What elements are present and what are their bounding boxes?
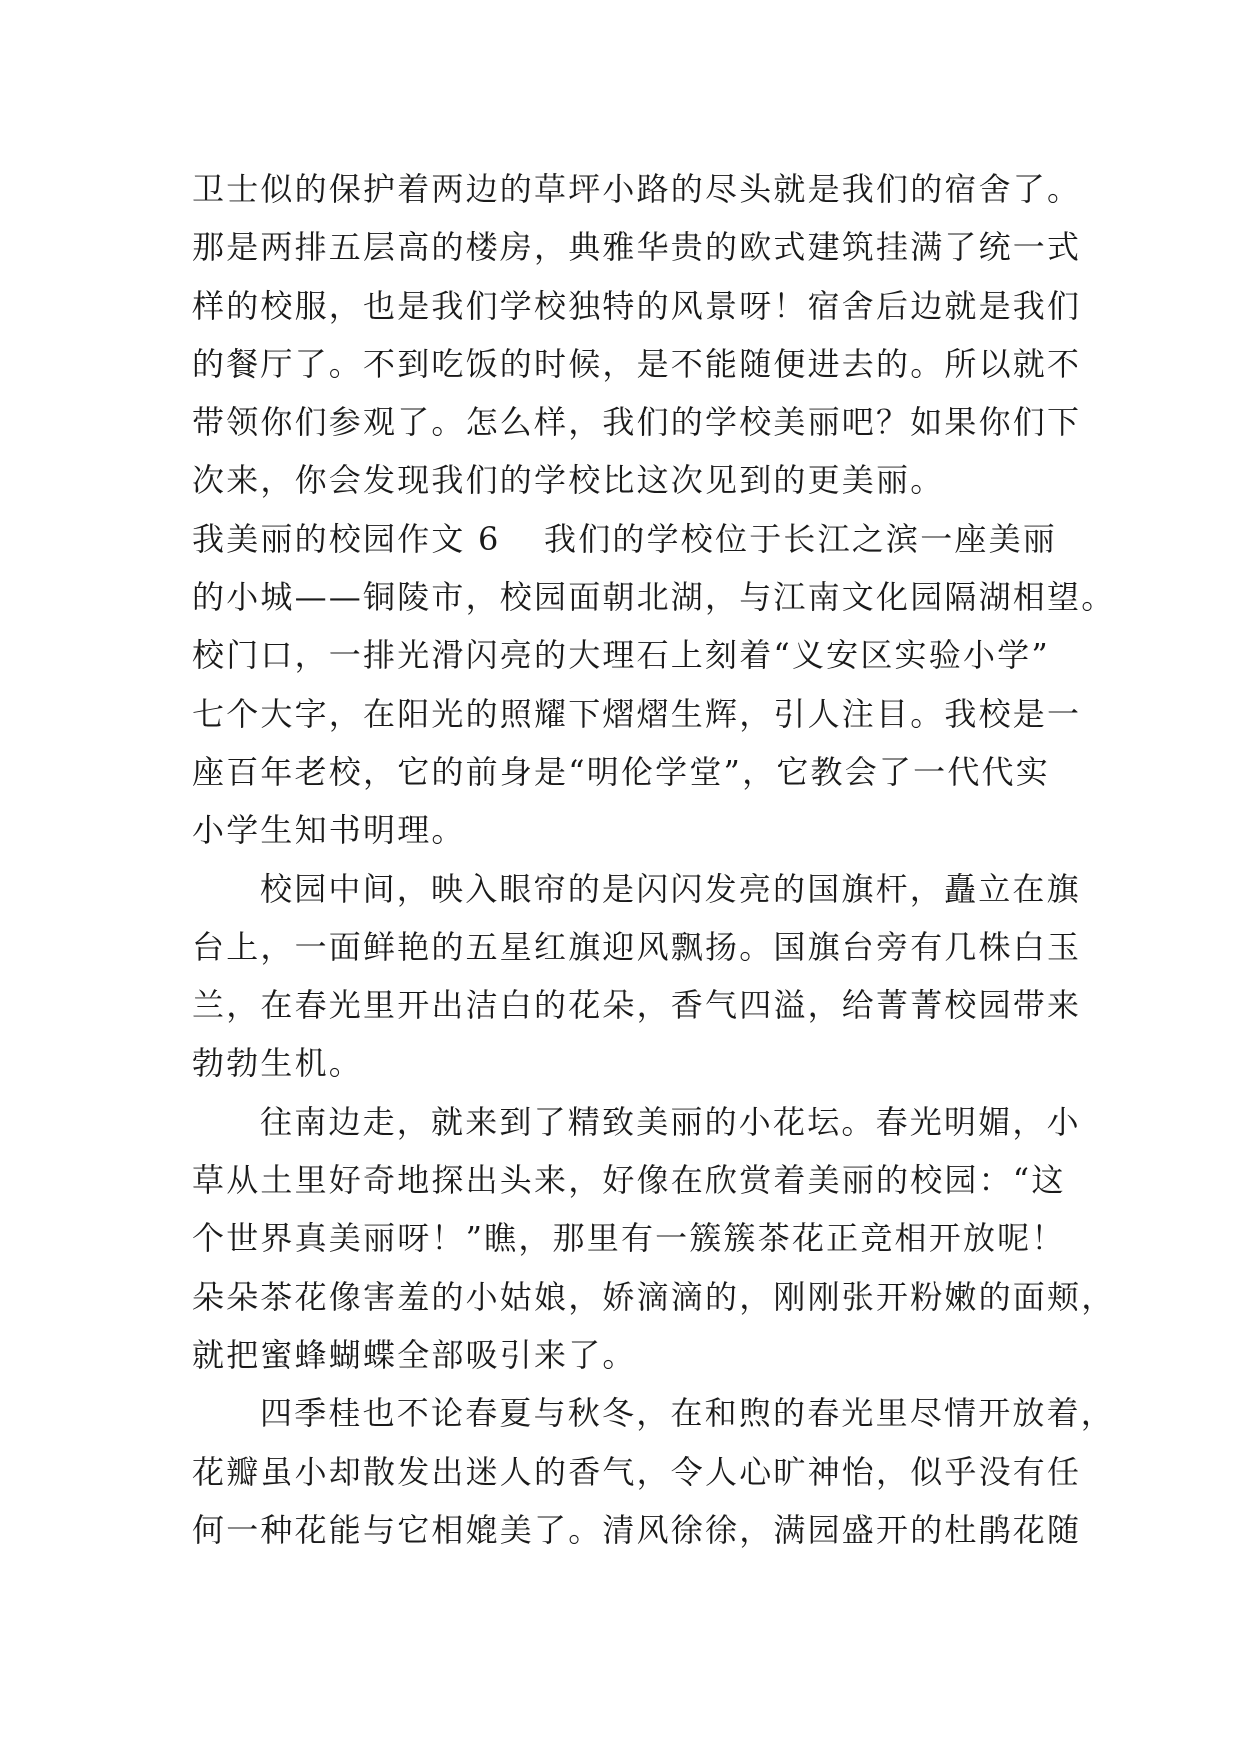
text-line: 的小城——铜陵市，校园面朝北湖，与江南文化园隔湖相望。	[192, 578, 1116, 617]
text-line: 带领你们参观了。怎么样，我们的学校美丽吧？如果你们下	[192, 403, 1082, 442]
text-line: 七个大字，在阳光的照耀下熠熠生辉，引人注目。我校是一	[192, 694, 1082, 733]
text-line: 何一种花能与它相媲美了。清风徐徐，满园盛开的杜鹃花随	[192, 1510, 1082, 1549]
text-line: 那是两排五层高的楼房，典雅华贵的欧式建筑挂满了统一式	[192, 228, 1082, 267]
paragraph-first-line: 四季桂也不论春夏与秋冬，在和煦的春光里尽情开放着，	[260, 1394, 1116, 1433]
essay-title: 我美丽的校园作文 6	[192, 519, 501, 558]
text-line: 朵朵茶花像害羞的小姑娘，娇滴滴的，刚刚张开粉嫩的面颊，	[192, 1277, 1116, 1316]
text-line: 座百年老校，它的前身是“明伦学堂”，它教会了一代代实	[192, 752, 1050, 791]
text-line: 个世界真美丽呀！”瞧，那里有一簇簇茶花正竞相开放呢！	[192, 1219, 1066, 1258]
paragraph-first-line: 往南边走，就来到了精致美丽的小花坛。春光明媚，小	[260, 1102, 1081, 1141]
text-line: 小学生知书明理。	[192, 811, 466, 850]
essay-text	[192, 160, 1116, 1559]
text-line: 花瓣虽小却散发出迷人的香气，令人心旷神怡，似乎没有任	[192, 1452, 1082, 1491]
text-line: 次来，你会发现我们的学校比这次见到的更美丽。	[192, 461, 945, 500]
text-line: 勃勃生机。	[192, 1044, 364, 1083]
text-line: 的餐厅了。不到吃饭的时候，是不能随便进去的。所以就不	[192, 344, 1082, 383]
text-line: 就把蜜蜂蝴蝶全部吸引来了。	[192, 1335, 637, 1374]
text-line: 校门口，一排光滑闪亮的大理石上刻着“义安区实验小学”	[192, 636, 1050, 675]
text-line: 台上，一面鲜艳的五星红旗迎风飘扬。国旗台旁有几株白玉	[192, 927, 1082, 966]
text-line: 样的校服，也是我们学校独特的风景呀！宿舍后边就是我们	[192, 286, 1082, 325]
text-line: 草从土里好奇地探出头来，好像在欣赏着美丽的校园：“这	[192, 1161, 1066, 1200]
text-line: 卫士似的保护着两边的草坪小路的尽头就是我们的宿舍了。	[192, 170, 1082, 208]
essay-first-sentence: 我们的学校位于长江之滨一座美丽	[544, 519, 1058, 558]
essay-heading-line	[192, 510, 1072, 568]
text-line: 兰，在春光里开出洁白的花朵，香气四溢，给菁菁校园带来	[192, 986, 1082, 1025]
paragraph-first-line: 校园中间，映入眼帘的是闪闪发亮的国旗杆，矗立在旗	[260, 869, 1081, 908]
